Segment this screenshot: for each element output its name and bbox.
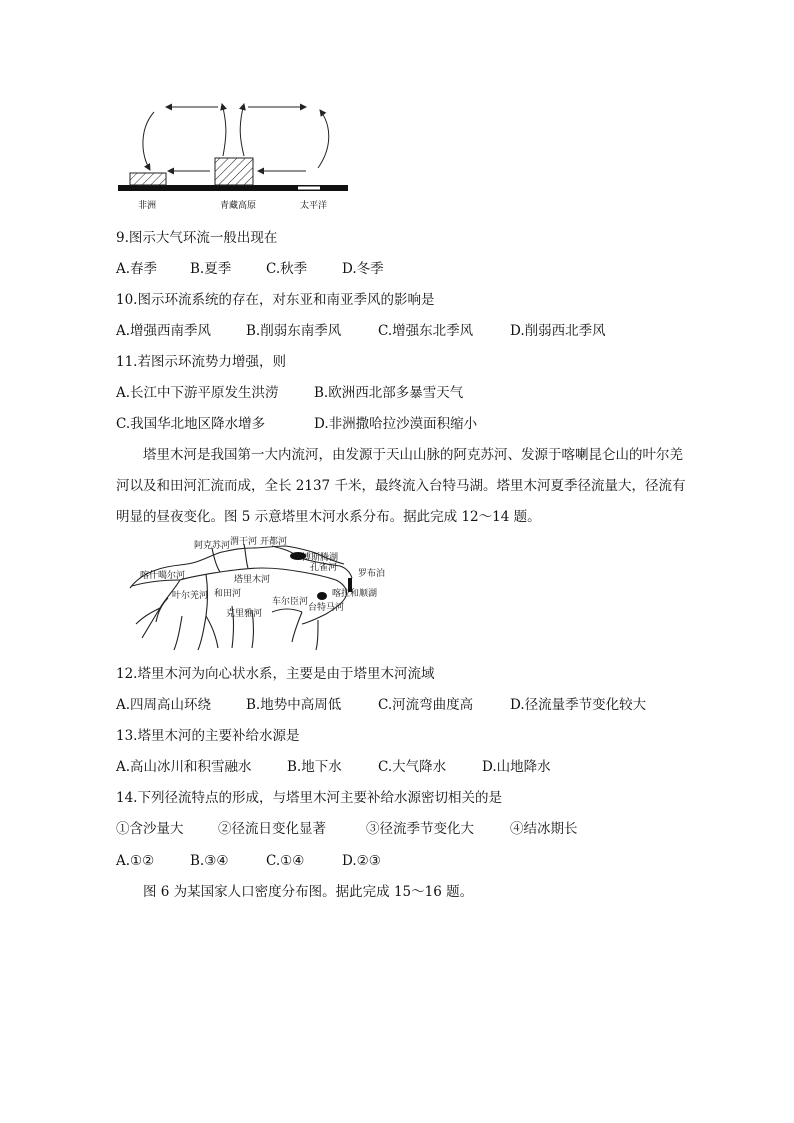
africa-block (130, 173, 166, 185)
q14-option-d: D.②③ (342, 853, 381, 869)
q13-option-b: B.地下水 (287, 759, 342, 775)
q9-option-a: A.春季 (116, 261, 158, 277)
q9-option-b: B.夏季 (190, 261, 232, 277)
q11-stem: 11.若图示环流势力增强，则 (116, 354, 286, 370)
q13-option-a: A.高山冰川和积雪融水 (116, 759, 252, 775)
label-kongque: 孔雀河 (310, 563, 338, 573)
plateau-block (215, 158, 253, 185)
q9-stem: 9.图示大气环流一般出现在 (116, 230, 278, 246)
passage-tarim: 塔里木河是我国第一大内流河，由发源于天山山脉的阿克苏河、发源于喀喇昆仑山的叶尔羌河以及和田河汇流而成，全长 2137 千米，最终流入台特马湖。塔里木河夏季径流量大，径流有明显的昼夜变化。图 5 示意塔里木河水系分布。据此完成 12～14 题。 (116, 447, 686, 525)
q13-stem: 13.塔里木河的主要补给水源是 (116, 728, 300, 744)
q13-option-d: D.山地降水 (482, 759, 551, 775)
q14-item-1: ①含沙量大 (116, 821, 184, 837)
tarim-river-map (122, 536, 402, 652)
taitema-lake (317, 592, 327, 600)
q12-option-c: C.河流弯曲度高 (378, 697, 474, 713)
label-tarim: 塔里木河 (234, 575, 271, 585)
q13-option-c: C.大气降水 (378, 759, 447, 775)
label-plateau: 青藏高原 (220, 201, 257, 211)
q10-option-b: B.削弱东南季风 (246, 323, 342, 339)
q14-option-c: C.①④ (266, 853, 305, 869)
q14-option-a: A.①② (116, 853, 155, 869)
q11-option-c: C.我国华北地区降水增多 (116, 416, 266, 432)
label-pacific: 太平洋 (300, 201, 328, 211)
label-kalahe: 喀拉和顺湖 (332, 589, 378, 599)
label-keriya: 克里雅河 (226, 609, 263, 619)
q10-stem: 10.图示环流系统的存在，对东亚和南亚季风的影响是 (116, 292, 435, 308)
label-africa: 非洲 (138, 201, 157, 211)
q14-item-2: ②径流日变化显著 (218, 821, 326, 837)
label-kaidu: 开都河 (260, 537, 288, 547)
q10-option-a: A.增强西南季风 (116, 323, 212, 339)
label-luobupo: 罗布泊 (358, 569, 386, 579)
passage-population: 图 6 为某国家人口密度分布图。据此完成 15～16 题。 (143, 884, 474, 900)
q12-option-b: B.地势中高周低 (246, 697, 342, 713)
label-weigan: 渭干河 (230, 537, 258, 547)
q14-item-4: ④结冰期长 (510, 821, 578, 837)
q14-item-3: ③径流季节变化大 (366, 821, 474, 837)
q12-option-a: A.四周高山环绕 (116, 697, 212, 713)
q11-option-a: A.长江中下游平原发生洪涝 (116, 385, 279, 401)
q12-option-d: D.径流量季节变化较大 (510, 697, 647, 713)
q14-option-b: B.③④ (190, 853, 229, 869)
label-qarqan: 车尔臣河 (272, 597, 309, 607)
q9-option-c: C.秋季 (266, 261, 308, 277)
q12-stem: 12.塔里木河为向心状水系，主要是由于塔里木河流域 (116, 666, 435, 682)
label-bosten: 博斯腾湖 (302, 553, 339, 563)
q9-option-d: D.冬季 (342, 261, 384, 277)
circulation-diagram (110, 98, 360, 216)
q14-stem: 14.下列径流特点的形成，与塔里木河主要补给水源密切相关的是 (116, 790, 502, 806)
label-hotan: 和田河 (214, 589, 242, 599)
label-yarkand: 叶尔羌河 (172, 591, 209, 601)
q10-option-d: D.削弱西北季风 (510, 323, 606, 339)
q10-option-c: C.增强东北季风 (378, 323, 474, 339)
label-aksu: 阿克苏河 (194, 541, 231, 551)
label-kashgar: 喀什噶尔河 (140, 571, 186, 581)
q11-option-d: D.非洲撒哈拉沙漠面积缩小 (314, 416, 478, 432)
label-taitema: 台特马河 (308, 603, 345, 613)
q11-option-b: B.欧洲西北部多暴雪天气 (314, 385, 464, 401)
